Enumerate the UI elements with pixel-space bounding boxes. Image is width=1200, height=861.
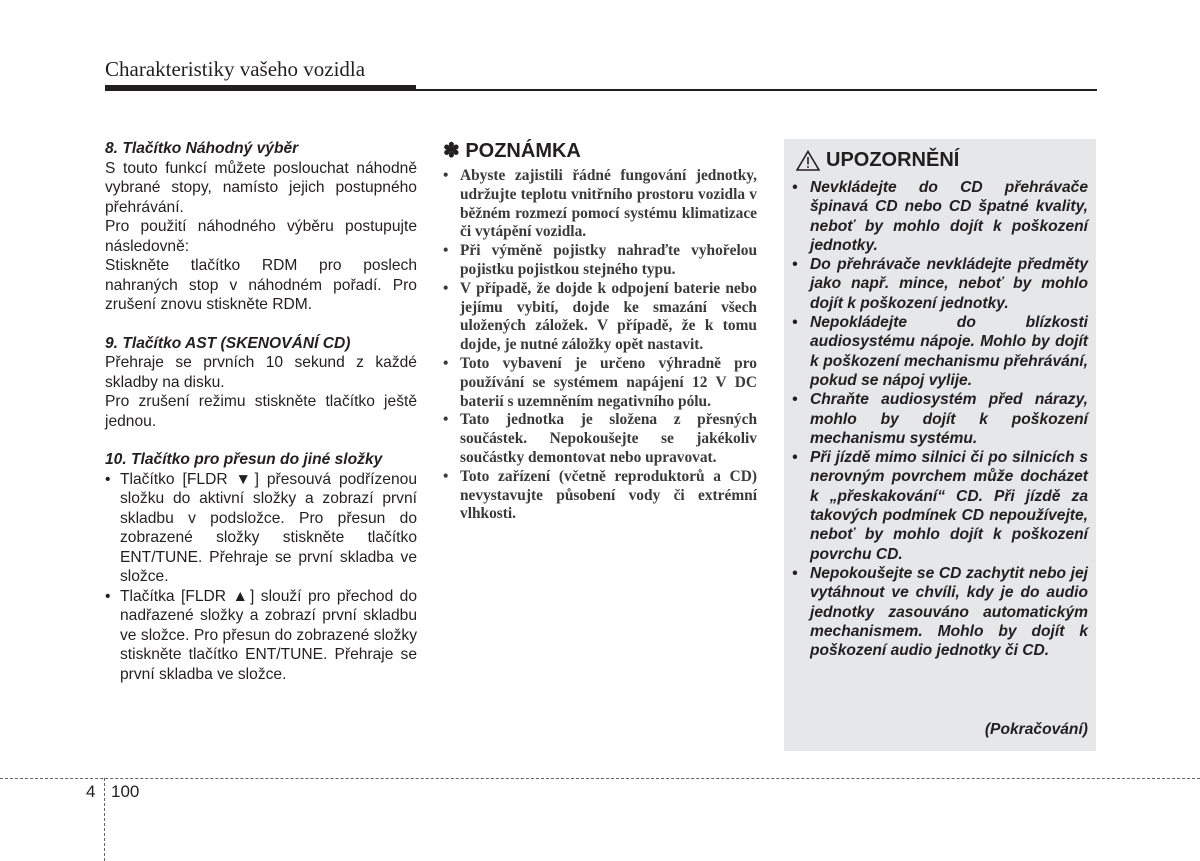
fldr-up-text-b: ] slouží pro přechod do nadřazené složky a zobrazí první skladbu ve složce. Pro přesun do zobrazené složky stiskněte tlačítko ENT/TUNE. Přehraje se první skladba ve složce. (120, 587, 418, 683)
bullet: • (443, 167, 449, 184)
warning-title: UPOZORNĚNÍ (826, 149, 960, 171)
bullet: • (443, 467, 449, 485)
bullet: • (105, 470, 111, 488)
list-item (443, 167, 757, 242)
bullet: • (792, 179, 798, 196)
bullet: • (792, 314, 798, 332)
bullet: • (443, 242, 449, 260)
continued-label: (Pokračování) (984, 721, 1088, 738)
section-8-paragraph-1: S touto funkcí můžete poslouchat náhodně vybrané stopy, namísto jejich postupného přehrávání. (105, 159, 417, 216)
page-number: 100 (111, 782, 140, 801)
header-rule-thin (416, 89, 1097, 91)
note-column (443, 138, 757, 524)
triangle-down-icon: ▼ (235, 470, 255, 488)
bullet: • (792, 564, 798, 582)
list-item (443, 355, 757, 411)
page-header-title: Charakteristiky vašeho vozidla (105, 57, 366, 81)
list-item (443, 280, 757, 355)
fldr-down-text-b: ] přesouvá podřízenou složku do aktivní složky a zobrazí první skladbu v podsložce. Pro přesun do zobrazené složky stiskněte tlačítko ENT/TUNE. Přehraje se první skladba ve složce. (120, 470, 417, 585)
bullet: • (443, 411, 449, 429)
list-item (792, 390, 1088, 448)
section-8-paragraph-3: Stiskněte tlačítko RDM pro poslech nahraných stop v náhodném pořadí. Pro zrušení znovu stiskněte RDM. (105, 257, 417, 313)
bullet: • (792, 391, 798, 409)
list-item (792, 564, 1088, 660)
warning-item-text: Nepokládejte do blízkosti audiosystému nápoje. Mohlo by dojít k poškození mechanismu přehrávání, pokud se nápoj vylije. (810, 314, 1088, 389)
bullet: • (443, 354, 449, 372)
fldr-down-text-a: Tlačítko [FLDR (120, 470, 236, 488)
header-rule-thick (105, 85, 416, 91)
list-item (443, 242, 757, 280)
warning-item-text: Chraňte audiosystém před nárazy, mohlo by dojít k poškození mechanismu systému. (810, 391, 1088, 447)
section-9-paragraph-2: Pro zrušení režimu stiskněte tlačítko ještě jednou. (105, 393, 417, 430)
warning-item-text: Při jízdě mimo silnici či po silnicích s nerovným povrchem může docházet k „přeskakování“ CD. Při jízdě za takových podmínek CD nepoužívejte, neboť by mohlo dojít k poškození povrchu CD. (810, 449, 1088, 563)
fldr-up-text-a: Tlačítka [FLDR (120, 587, 233, 605)
note-item-text: V případě, že dojde k odpojení baterie nebo jejímu vybití, dojde ke smazání všech uložených záložek. V případě, že k tomu dojde, je nutné záložky opět nastavit. (460, 279, 757, 354)
bullet: • (792, 256, 798, 274)
bullet: • (792, 449, 798, 467)
list-item (443, 411, 757, 467)
warning-triangle-icon (796, 150, 820, 171)
list-item (443, 468, 757, 524)
note-item-text: Toto vybavení je určeno výhradně pro používání se systémem napájení 12 V DC baterií s uzemněním negativního pólu. (460, 354, 757, 410)
list-item (792, 313, 1088, 390)
section-9-title: 9. Tlačítko AST (SKENOVÁNÍ CD) (105, 334, 351, 352)
list-item (792, 178, 1088, 255)
section-8-title: 8. Tlačítko Náhodný výběr (105, 140, 299, 157)
chapter-number: 4 (86, 782, 96, 801)
note-item-text: Abyste zajistili řádné fungování jednotky, udržujte teplotu vnitřního prostoru vozidla v běžném rozmezí pomocí systému klimatizace či vytápění vozidla. (460, 167, 757, 241)
warning-box (784, 139, 1096, 751)
note-item-text: Při výměně pojistky nahraďte vyhořelou pojistku pojistkou stejného typu. (460, 242, 757, 278)
list-item (792, 255, 1088, 313)
list-item (792, 448, 1088, 564)
section-8-paragraph-2: Pro použití náhodného výběru postupujte následovně: (105, 218, 417, 255)
warning-header (796, 149, 959, 172)
bullet: • (443, 279, 449, 297)
warning-item-text: Nevkládejte do CD přehrávače špinavá CD nebo CD špatné kvality, neboť by mohlo dojít k poškození jednotky. (810, 179, 1088, 254)
footer-vertical-divider (104, 778, 105, 861)
footer-divider (0, 778, 1200, 779)
list-item (105, 587, 417, 685)
section-10-title: 10. Tlačítko pro přesun do jiné složky (105, 451, 383, 468)
triangle-up-icon: ▲ (232, 587, 251, 605)
warning-item-text: Do přehrávače nevkládejte předměty jako např. mince, neboť by mohlo dojít k poškození jednotky. (810, 256, 1088, 312)
note-title: ✽ POZNÁMKA (443, 140, 581, 162)
left-column (105, 139, 417, 684)
bullet: • (105, 587, 111, 605)
warning-list (792, 178, 1088, 660)
note-item-text: Tato jednotka je složena z přesných součástek. Nepokoušejte se jakékoliv součástky demontovat nebo upravovat. (460, 411, 757, 466)
list-item (105, 470, 417, 587)
note-item-text: Toto zařízení (včetně reproduktorů a CD) nevystavujte působení vody či extrémní vlhkosti. (460, 467, 757, 523)
warning-item-text: Nepokoušejte se CD zachytit nebo jej vytáhnout ve chvíli, kdy je do audio jednotky zasouváno automatickým mechanismem. Mohlo by dojít k poškození audio jednotky či CD. (810, 564, 1088, 660)
section-9-paragraph-1: Přehraje se prvních 10 sekund z každé skladby na disku. (105, 354, 417, 391)
